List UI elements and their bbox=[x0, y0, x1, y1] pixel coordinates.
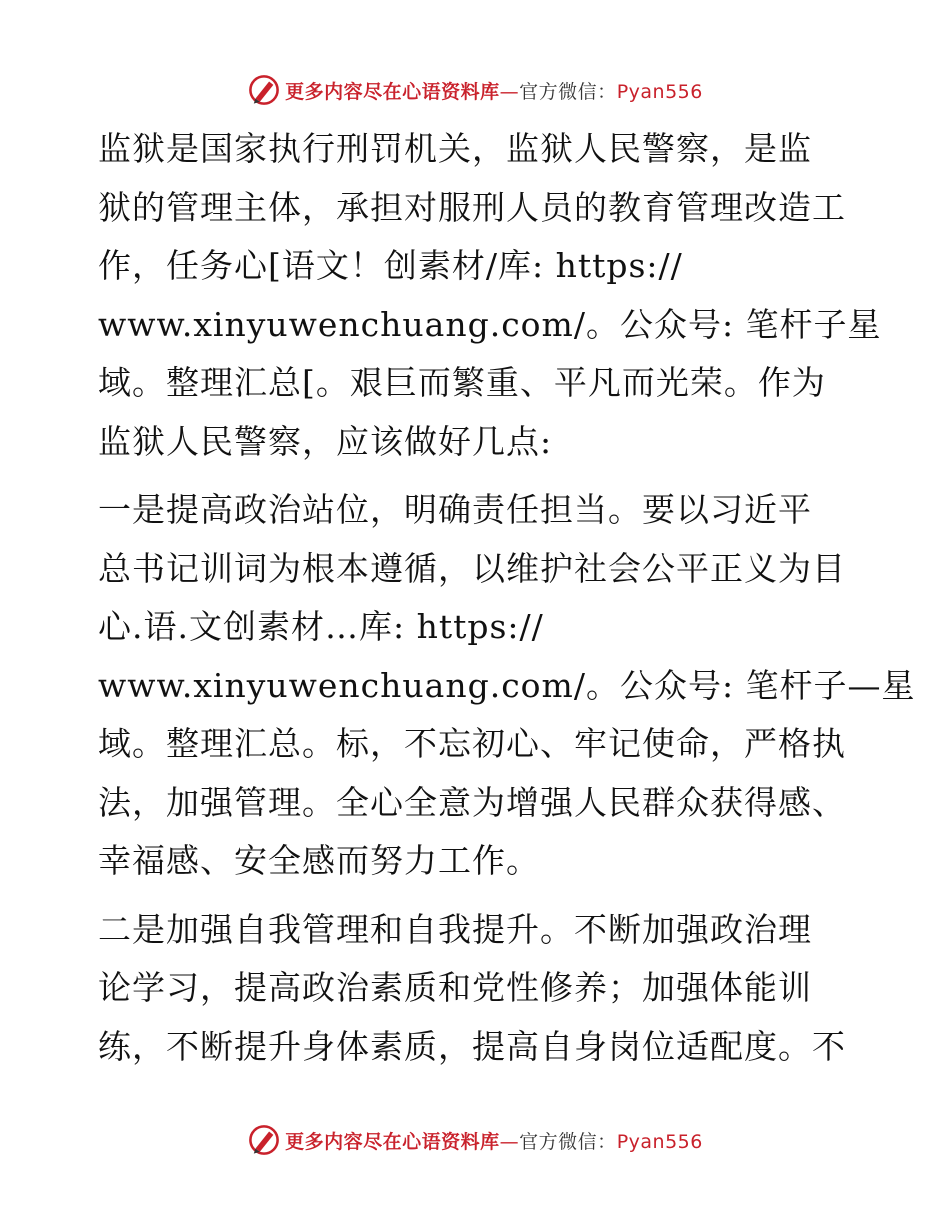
paragraph-1 bbox=[98, 120, 882, 471]
footer-banner-text bbox=[285, 1127, 703, 1154]
text-line: 监狱是国家执行刑罚机关，监狱人民警察，是监 bbox=[98, 129, 812, 168]
text-line: www.xinyuwenchuang.com/。公众号: 笔杆子—星 bbox=[98, 665, 916, 705]
text-line: 总书记训词为根本遵循，以维护社会公平正义为目 bbox=[98, 548, 846, 588]
text-line: 练，不断提升身体素质，提高自身岗位适配度。不 bbox=[98, 1026, 846, 1066]
pen-logo-icon bbox=[247, 1123, 281, 1157]
text-line: 二是加强自我管理和自我提升。不断加强政治理 bbox=[98, 909, 812, 949]
banner-title: 更多内容尽在心语资料库 bbox=[285, 1130, 500, 1153]
text-line: 监狱人民警察，应该做好几点: bbox=[98, 421, 553, 461]
footer-banner bbox=[0, 1120, 950, 1160]
header-banner bbox=[0, 70, 950, 110]
paragraph-2 bbox=[98, 481, 916, 891]
text-line: 心.语.文创素材…库: https:// bbox=[98, 607, 544, 646]
paragraph-3 bbox=[98, 901, 858, 1077]
text-line: 幸福感、安全感而努力工作。 bbox=[98, 841, 540, 880]
header-banner-text bbox=[285, 77, 703, 104]
text-line: 作，任务心[语文！创素材/库: https:// bbox=[98, 246, 683, 285]
banner-wechat-label: 官方微信： bbox=[519, 1130, 617, 1153]
banner-dash: — bbox=[499, 1130, 520, 1153]
document-body bbox=[98, 120, 916, 1086]
banner-wechat-id: Pyan556 bbox=[616, 80, 703, 103]
banner-wechat-label: 官方微信： bbox=[519, 80, 617, 103]
pen-logo-icon bbox=[247, 73, 281, 107]
text-line: 论学习，提高政治素质和党性修养；加强体能训 bbox=[98, 968, 812, 1007]
text-line: www.xinyuwenchuang.com/。公众号: 笔杆子星 bbox=[98, 304, 882, 344]
text-line: 域。整理汇总。标，不忘初心、牢记使命，严格执 bbox=[98, 724, 846, 763]
banner-title: 更多内容尽在心语资料库 bbox=[285, 80, 500, 103]
text-line: 一是提高政治站位，明确责任担当。要以习近平 bbox=[98, 490, 812, 529]
text-line: 域。整理汇总[。艰巨而繁重、平凡而光荣。作为 bbox=[98, 363, 826, 402]
banner-wechat-id: Pyan556 bbox=[616, 1130, 703, 1153]
text-line: 狱的管理主体，承担对服刑人员的教育管理改造工 bbox=[98, 187, 846, 227]
text-line: 法，加强管理。全心全意为增强人民群众获得感、 bbox=[98, 782, 846, 822]
banner-dash: — bbox=[499, 80, 520, 103]
